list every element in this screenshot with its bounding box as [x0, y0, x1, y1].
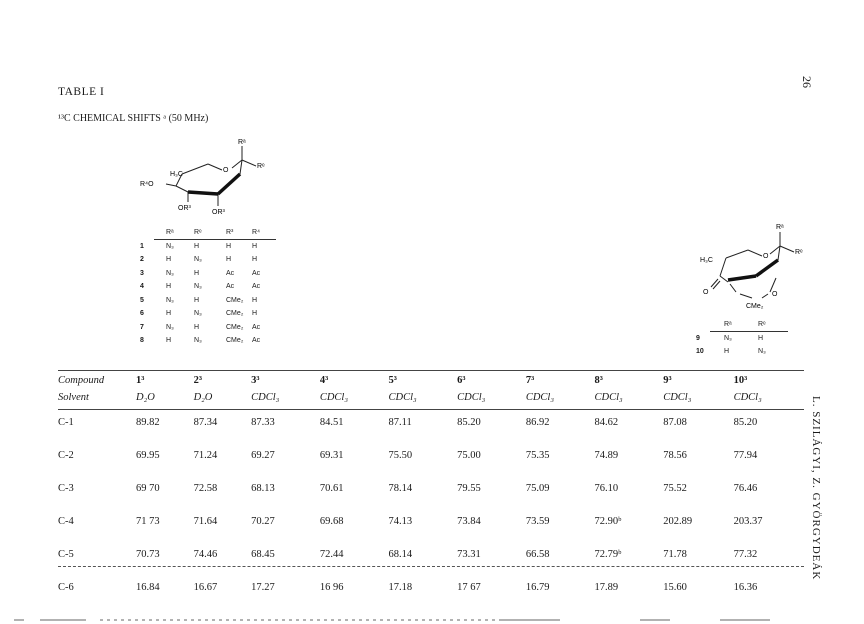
substituent-cell: H	[166, 337, 172, 345]
shift-value: 78.56	[663, 450, 687, 461]
shift-value: 68.14	[388, 549, 413, 560]
substituent-cell: H	[252, 310, 258, 318]
compound-column-header: 10³	[733, 375, 748, 386]
ring-bond	[778, 246, 780, 260]
shift-value: 15.60	[663, 582, 687, 593]
carbon-label: C-1	[58, 417, 74, 428]
atom-label: Rᵉ	[257, 163, 265, 170]
sub-table-row	[140, 294, 276, 308]
sub-table-row	[140, 240, 276, 254]
sub-table-row	[696, 345, 788, 359]
page-number: 26	[800, 76, 814, 88]
atom-label: O	[772, 291, 778, 298]
compound-number: 2	[140, 256, 144, 264]
solvent-column-header: CDCl₃	[525, 392, 555, 403]
shift-value: 87.11	[388, 417, 412, 428]
shift-value: 72.90ᵇ	[594, 516, 622, 527]
substituent-cell: CMe₂	[226, 323, 244, 331]
shift-value: 68.45	[251, 549, 275, 560]
shift-value: 89.82	[136, 417, 160, 428]
bold-ring-bond	[756, 260, 778, 276]
solvent-column-header: CDCl₃	[457, 392, 486, 403]
shift-value: 75.35	[525, 450, 550, 461]
substituent-cell: H	[226, 256, 232, 264]
compound-column-header: 8³	[594, 375, 603, 386]
ring-bond	[748, 250, 762, 256]
carbonyl-bond	[713, 281, 720, 289]
shift-value: 87.33	[251, 417, 275, 428]
solvent-column-header: CDCl₃	[319, 392, 348, 403]
solvent-header: Solvent	[58, 392, 89, 403]
shift-value: 16 96	[319, 582, 344, 593]
structure-a-drawing	[130, 136, 290, 218]
shift-value: 17 67	[457, 582, 481, 593]
substituent-cell: CMe₂	[226, 337, 244, 345]
shift-value: 72.58	[193, 483, 218, 494]
shift-value: 69.68	[319, 516, 344, 527]
substituent-cell: CMe₂	[226, 310, 244, 318]
table-caption: ¹³C CHEMICAL SHIFTS ᵃ (50 MHz)	[58, 113, 209, 124]
atom-label: Rᵉ	[795, 249, 803, 256]
ring-bond	[232, 160, 242, 168]
structure-a-table	[140, 226, 276, 348]
substituent-cell: N₃	[194, 256, 202, 264]
bold-ring-bond	[188, 192, 218, 194]
solvent-column-header: CDCl₃	[594, 392, 623, 403]
shift-value: 66.58	[525, 549, 550, 560]
compound-column-header: 7³	[525, 375, 535, 386]
substituent-cell: H	[724, 348, 730, 356]
substituent-cell: H	[226, 242, 232, 250]
sub-table-row	[140, 267, 276, 281]
sub-table-header: R⁴	[252, 229, 261, 237]
shift-value: 70.27	[251, 516, 275, 527]
shift-value: 16.79	[525, 582, 550, 593]
compound-column-header: 9³	[663, 375, 672, 386]
shift-value: 85.20	[733, 417, 758, 428]
sub-table-row	[140, 253, 276, 267]
substituent-cell: H	[194, 323, 200, 331]
atom-label: OR³	[212, 209, 225, 216]
shift-value: 69.27	[251, 450, 275, 461]
solvent-column-header: CDCl₃	[388, 392, 417, 403]
shift-value: 17.27	[251, 582, 275, 593]
table-rule	[710, 331, 788, 332]
substituent-cell: H	[194, 296, 200, 304]
compound-column-header: 1³	[136, 375, 145, 386]
chemical-shift-table	[58, 372, 804, 604]
ketal-bond	[740, 294, 752, 298]
ring-bond	[726, 250, 748, 258]
shift-value: 87.34	[193, 417, 218, 428]
atom-label: OR³	[178, 205, 191, 212]
shift-value: 73.31	[457, 549, 481, 560]
shift-value: 75.09	[525, 483, 550, 494]
ketal-bond	[730, 284, 736, 292]
shift-value: 69.95	[136, 450, 160, 461]
compound-column-header: 4³	[319, 375, 329, 386]
solvent-column-header: CDCl₃	[663, 392, 692, 403]
compound-header: Compound	[58, 375, 105, 386]
shift-value: 71.24	[193, 450, 218, 461]
substituent-cell: N₃	[194, 337, 202, 345]
compound-number: 6	[140, 310, 144, 318]
sub-table-row	[140, 280, 276, 294]
substituent-cell: N₃	[194, 283, 202, 291]
substituent-cell: H	[194, 269, 200, 277]
shift-value: 17.89	[594, 582, 619, 593]
ring-bond	[770, 246, 780, 254]
shift-value: 71 73	[136, 516, 160, 527]
ketal-bond	[770, 278, 776, 292]
shift-value: 84.62	[594, 417, 619, 428]
carbon-label: C-6	[58, 582, 74, 593]
sub-table-row	[140, 334, 276, 348]
substituent-cell: N₃	[166, 269, 174, 277]
sub-table-header	[140, 226, 166, 240]
scan-edge-marks	[0, 616, 864, 624]
compound-number: 8	[140, 337, 144, 345]
running-head: L. SZILÁGYI, Z. GYÖRGYDEÁK	[810, 396, 822, 581]
ring-bond	[208, 164, 222, 170]
shift-value: 77.94	[733, 450, 758, 461]
sub-table-header: Rᵃ	[724, 321, 732, 329]
compound-number: 10	[696, 348, 704, 356]
carbon-label: C-5	[58, 549, 74, 560]
table-row	[58, 439, 804, 472]
table-row	[58, 406, 804, 439]
substituent-cell: N₃	[194, 310, 202, 318]
carbonyl-bond	[711, 279, 718, 287]
sub-table-header: Rᵉ	[194, 229, 202, 237]
equatorial-bond	[780, 246, 794, 252]
shift-value: 69.31	[319, 450, 344, 461]
compound-number: 4	[140, 283, 144, 291]
shift-value: 77.32	[733, 549, 758, 560]
shift-value: 75.00	[457, 450, 481, 461]
substituent-cell: H	[166, 256, 172, 264]
shift-value: 75.52	[663, 483, 687, 494]
atom-label: H₃C	[700, 257, 713, 264]
shift-value: 72.79ᵇ	[594, 549, 622, 560]
substituent-cell: H	[166, 283, 172, 291]
shift-value: 74.46	[193, 549, 218, 560]
solvent-column-header: D₂O	[136, 392, 155, 403]
compound-number: 9	[696, 334, 700, 342]
sub-table-row	[140, 307, 276, 321]
shift-value: 75.50	[388, 450, 413, 461]
substituent-cell: N₃	[166, 242, 174, 250]
shift-value: 202.89	[663, 516, 693, 527]
shift-value: 78.14	[388, 483, 413, 494]
substituent-cell: N₃	[166, 323, 174, 331]
atom-label: H₃C	[170, 171, 183, 178]
shift-value: 68.13	[251, 483, 275, 494]
substituent-cell: H	[252, 242, 258, 250]
shift-value: 16.36	[733, 582, 758, 593]
compound-column-header: 3³	[251, 375, 260, 386]
shift-value: 85.20	[457, 417, 481, 428]
sub-table-header	[696, 318, 724, 332]
substituent-cell: Ac	[252, 283, 261, 291]
substituent-cell: Ac	[226, 269, 235, 277]
equatorial-bond	[242, 160, 256, 166]
shift-value: 16.67	[193, 582, 218, 593]
solvent-column-header: CDCl₃	[251, 392, 280, 403]
shift-value: 71.64	[193, 516, 218, 527]
shift-value: 70.61	[319, 483, 344, 494]
compound-number: 5	[140, 296, 144, 304]
shift-value: 76.10	[594, 483, 619, 494]
ring-bond	[720, 276, 728, 282]
ring-bond	[240, 160, 242, 174]
shift-value: 87.08	[663, 417, 687, 428]
shift-value: 76.46	[733, 483, 758, 494]
substituent-cell: Ac	[252, 337, 261, 345]
carbon-label: C-4	[58, 516, 74, 527]
table-top-rule	[58, 370, 804, 371]
substituent-cell: Ac	[252, 269, 261, 277]
sub-table-header: R³	[226, 229, 234, 237]
structure-b-table	[696, 318, 788, 359]
shift-value: 74.13	[388, 516, 413, 527]
shift-value: 79.55	[457, 483, 481, 494]
sub-table-row	[696, 332, 788, 346]
substituent-cell: Ac	[252, 323, 261, 331]
bold-ring-bond	[218, 174, 240, 194]
shift-value: 203.37	[733, 516, 763, 527]
shift-value: 70.73	[136, 549, 160, 560]
shift-value: 69 70	[136, 483, 160, 494]
shift-value: 71.78	[663, 549, 687, 560]
structure-b-drawing	[700, 218, 810, 318]
ring-bond	[182, 164, 208, 174]
shift-value: 86.92	[525, 417, 550, 428]
atom-label: Rᵃ	[238, 139, 246, 146]
compound-column-header: 6³	[457, 375, 466, 386]
substituent-cell: CMe₂	[226, 296, 244, 304]
substituent-cell: H	[758, 334, 764, 342]
compound-column-header: 5³	[388, 375, 397, 386]
shift-value: 16.84	[136, 582, 160, 593]
shift-value: 73.59	[525, 516, 550, 527]
compound-number: 3	[140, 269, 144, 277]
substituent-cell: N₃	[166, 296, 174, 304]
sub-table-header: Rᵃ	[166, 229, 174, 237]
table-row	[58, 505, 804, 538]
atom-label: Rᵃ	[776, 224, 784, 231]
substituent-cell: H	[194, 242, 200, 250]
substituent-cell: H	[252, 256, 258, 264]
substituent-cell: N₃	[758, 348, 766, 356]
compound-number: 7	[140, 323, 144, 331]
atom-label: R⁴O	[140, 181, 154, 188]
compound-column-header: 2³	[193, 375, 202, 386]
solvent-column-header: D₂O	[193, 392, 213, 403]
sub-table-row	[140, 321, 276, 335]
ring-bond	[720, 258, 726, 276]
shift-value: 84.51	[319, 417, 344, 428]
table-row	[58, 571, 804, 604]
ring-bond	[176, 186, 188, 192]
atom-label: O	[703, 289, 709, 296]
compound-number: 1	[140, 242, 144, 250]
substituent-bond	[166, 184, 176, 186]
table-rule	[154, 239, 276, 240]
atom-label: O	[763, 253, 769, 260]
substituent-cell: N₃	[724, 334, 732, 342]
carbon-label: C-3	[58, 483, 74, 494]
structure-b-table-wrap	[696, 318, 788, 359]
substituent-cell: H	[252, 296, 258, 304]
carbon-label: C-2	[58, 450, 74, 461]
table-row	[58, 538, 804, 571]
table-label: TABLE I	[58, 86, 105, 98]
atom-label: CMe₂	[746, 303, 764, 310]
substituent-cell: H	[166, 310, 172, 318]
ketal-bond	[762, 294, 768, 298]
bold-ring-bond	[728, 276, 756, 280]
shift-value: 74.89	[594, 450, 619, 461]
atom-label: O	[223, 167, 229, 174]
table-row	[58, 472, 804, 505]
structure-a-table-wrap	[140, 226, 276, 348]
shift-value: 73.84	[457, 516, 481, 527]
substituent-cell: Ac	[226, 283, 235, 291]
sub-table-header: Rᵉ	[758, 321, 766, 329]
shift-value: 72.44	[319, 549, 344, 560]
solvent-column-header: CDCl₃	[733, 392, 762, 403]
shift-value: 17.18	[388, 582, 413, 593]
